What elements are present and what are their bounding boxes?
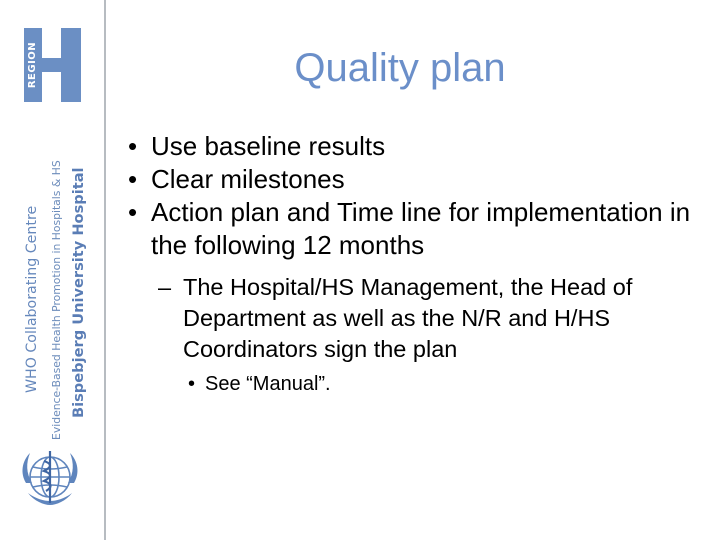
bullet-marker: • (128, 197, 138, 227)
dash-marker: – (158, 274, 172, 300)
sub-bullet-item (128, 272, 708, 365)
org-evidence-based-subtitle: Evidence-Based Health Promotion in Hospitals & HS (50, 160, 63, 440)
org-hospital-name: Bispebjerg University Hospital (70, 167, 87, 418)
sub-bullet-text: The Hospital/HS Management, the Head of Department as well as the N/R and H/HS Coordinators sign the plan (183, 274, 633, 362)
bullet-item (128, 130, 708, 163)
bullet-text: Clear milestones (151, 164, 345, 194)
bullet-marker: • (128, 131, 138, 161)
sidebar-divider (104, 0, 106, 540)
sub-sub-bullet-item (128, 371, 708, 397)
bullet-marker: • (128, 164, 138, 194)
bullet-text: Action plan and Time line for implementation in the following 12 months (151, 197, 691, 260)
logo-bar-middle (42, 58, 62, 72)
logo-bar-right (61, 28, 81, 102)
slide-content (128, 130, 708, 397)
region-h-logo (24, 28, 88, 102)
bullet-item (128, 163, 708, 196)
logo-region-text: REGION (27, 41, 38, 89)
org-who-collaborating-centre: WHO Collaborating Centre (24, 205, 40, 393)
who-emblem-icon (14, 443, 86, 515)
sidebar (0, 0, 112, 540)
sub-sub-bullet-text: See “Manual”. (205, 373, 331, 395)
slide-title: Quality plan (294, 46, 506, 90)
bullet-item (128, 196, 708, 262)
bullet-text: Use baseline results (151, 131, 386, 161)
bullet-marker: • (188, 373, 196, 395)
